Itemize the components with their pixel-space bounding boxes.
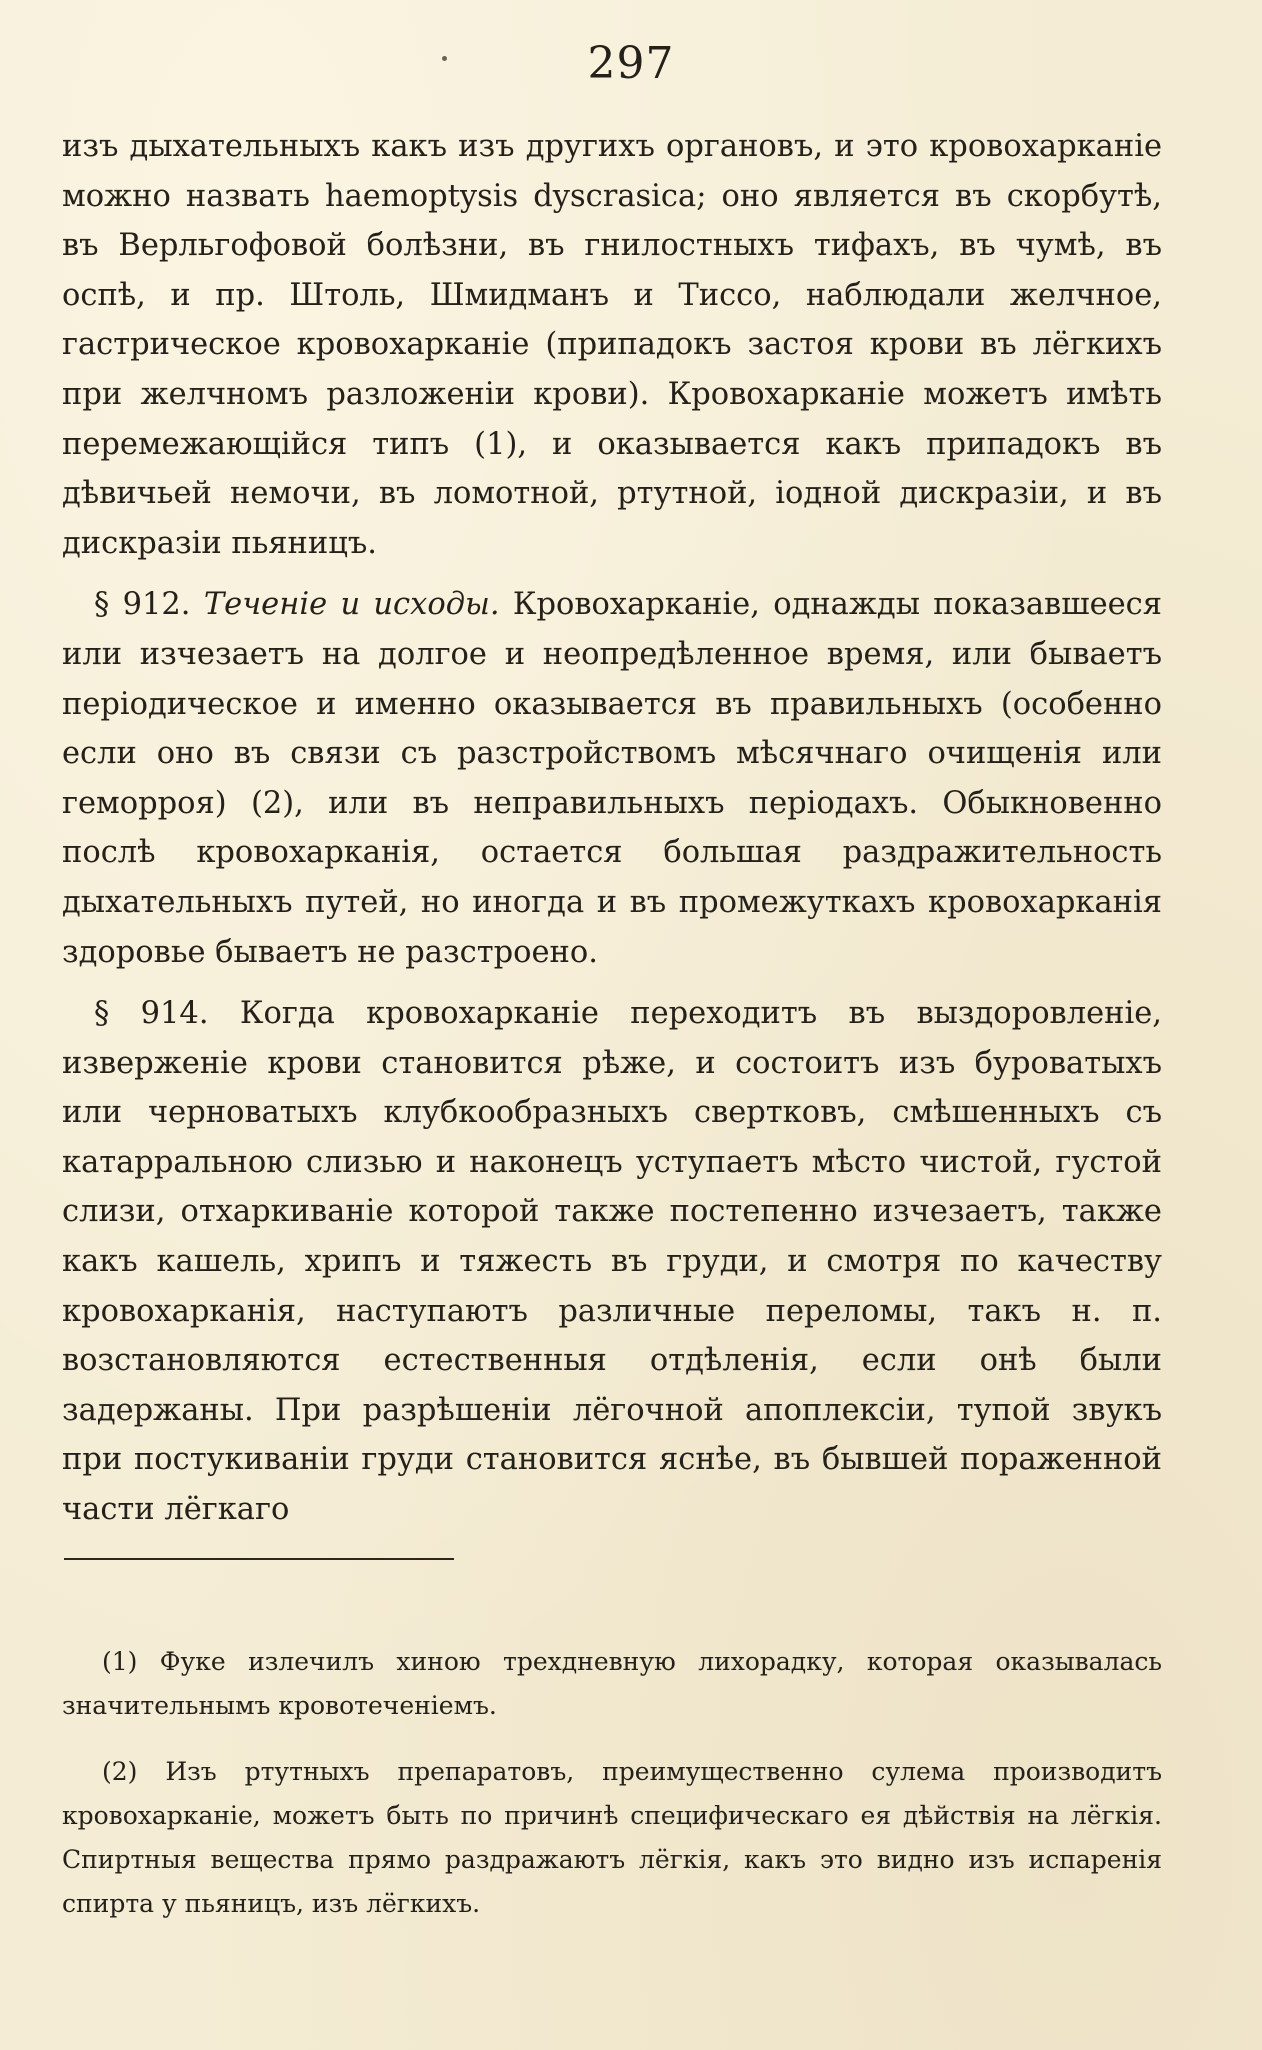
paragraph-continuation [62, 122, 1162, 568]
footnote-divider [64, 1558, 454, 1560]
footnote [62, 1750, 1162, 1926]
paragraph-section-912 [62, 580, 1162, 977]
paragraph-text: Кровохарканіе, однажды показавшееся или изчезаетъ на долгое и неопредѣленное время, или бываетъ періодическое и именно оказывается въ правильныхъ (особенно если оно въ связи съ разстройствомъ мѣсячнаго очищенія или геморроя) (2), или въ неправильныхъ періодахъ. Обыкновенно послѣ кровохарканія, остается большая раздражительность дыхательныхъ путей, но иногда и въ промежуткахъ кровохарканія здоровье бываетъ не разстроено. [62, 587, 1163, 970]
paragraph-text: изъ дыхательныхъ какъ изъ другихъ органовъ, и это кровохарканіе можно назвать haemoptysis dyscrasica; оно является въ скорбутѣ, въ Верльгофовой болѣзни, въ гнилостныхъ тифахъ, въ чумѣ, въ оспѣ, и пр. Штоль, Шмидманъ и Тиссо, наблюдали желчное, гастрическое кровохарканіе (припадокъ застоя крови въ лёгкихъ при желчномъ разложеніи крови). Кровохарканіе можетъ имѣть перемежающійся типъ (1), и оказывается какъ припадокъ въ дѣвичьей немочи, въ ломотной, ртутной, іодной дискразіи, и въ дискразіи пьяницъ. [62, 129, 1162, 561]
body-text [62, 122, 1162, 1547]
section-number: § 912. [94, 587, 191, 623]
paragraph-section-914 [62, 989, 1162, 1535]
footnote-text: (1) Фуке излечилъ хиною трехдневную лихорадку, которая оказывалась значительнымъ кровотеченіемъ. [62, 1647, 1162, 1720]
footnote-text: (2) Изъ ртутныхъ препаратовъ, преимущественно сулема производитъ кровохарканіе, можетъ быть по причинѣ специфическаго ея дѣйствія на лёгкія. Спиртныя вещества прямо раздражаютъ лёгкія, какъ это видно изъ испаренія спирта у пьяницъ, изъ лёгкихъ. [62, 1757, 1162, 1918]
paragraph-text: Когда кровохарканіе переходитъ въ выздоровленіе, изверженіе крови становится рѣже, и состоитъ изъ буроватыхъ или черноватыхъ клубкообразныхъ свертковъ, смѣшенныхъ съ катарральною слизью и наконецъ уступаетъ мѣсто чистой, густой слизи, отхаркиваніе которой также постепенно изчезаетъ, также какъ кашель, хрипъ и тяжесть въ груди, и смотря по качеству кровохарканія, наступаютъ различные переломы, такъ н. п. возстановляются естественныя отдѣленія, если онѣ были задержаны. При разрѣшеніи лёгочной апоплексіи, тупой звукъ при постукиваніи груди становится яснѣе, въ бывшей пораженной части лёгкаго [62, 996, 1162, 1528]
section-number: § 914. [94, 996, 209, 1032]
section-heading: Теченіе и исходы. [203, 587, 500, 623]
footnotes [62, 1640, 1162, 1948]
page-number: 297 [587, 38, 675, 89]
footnote [62, 1640, 1162, 1728]
